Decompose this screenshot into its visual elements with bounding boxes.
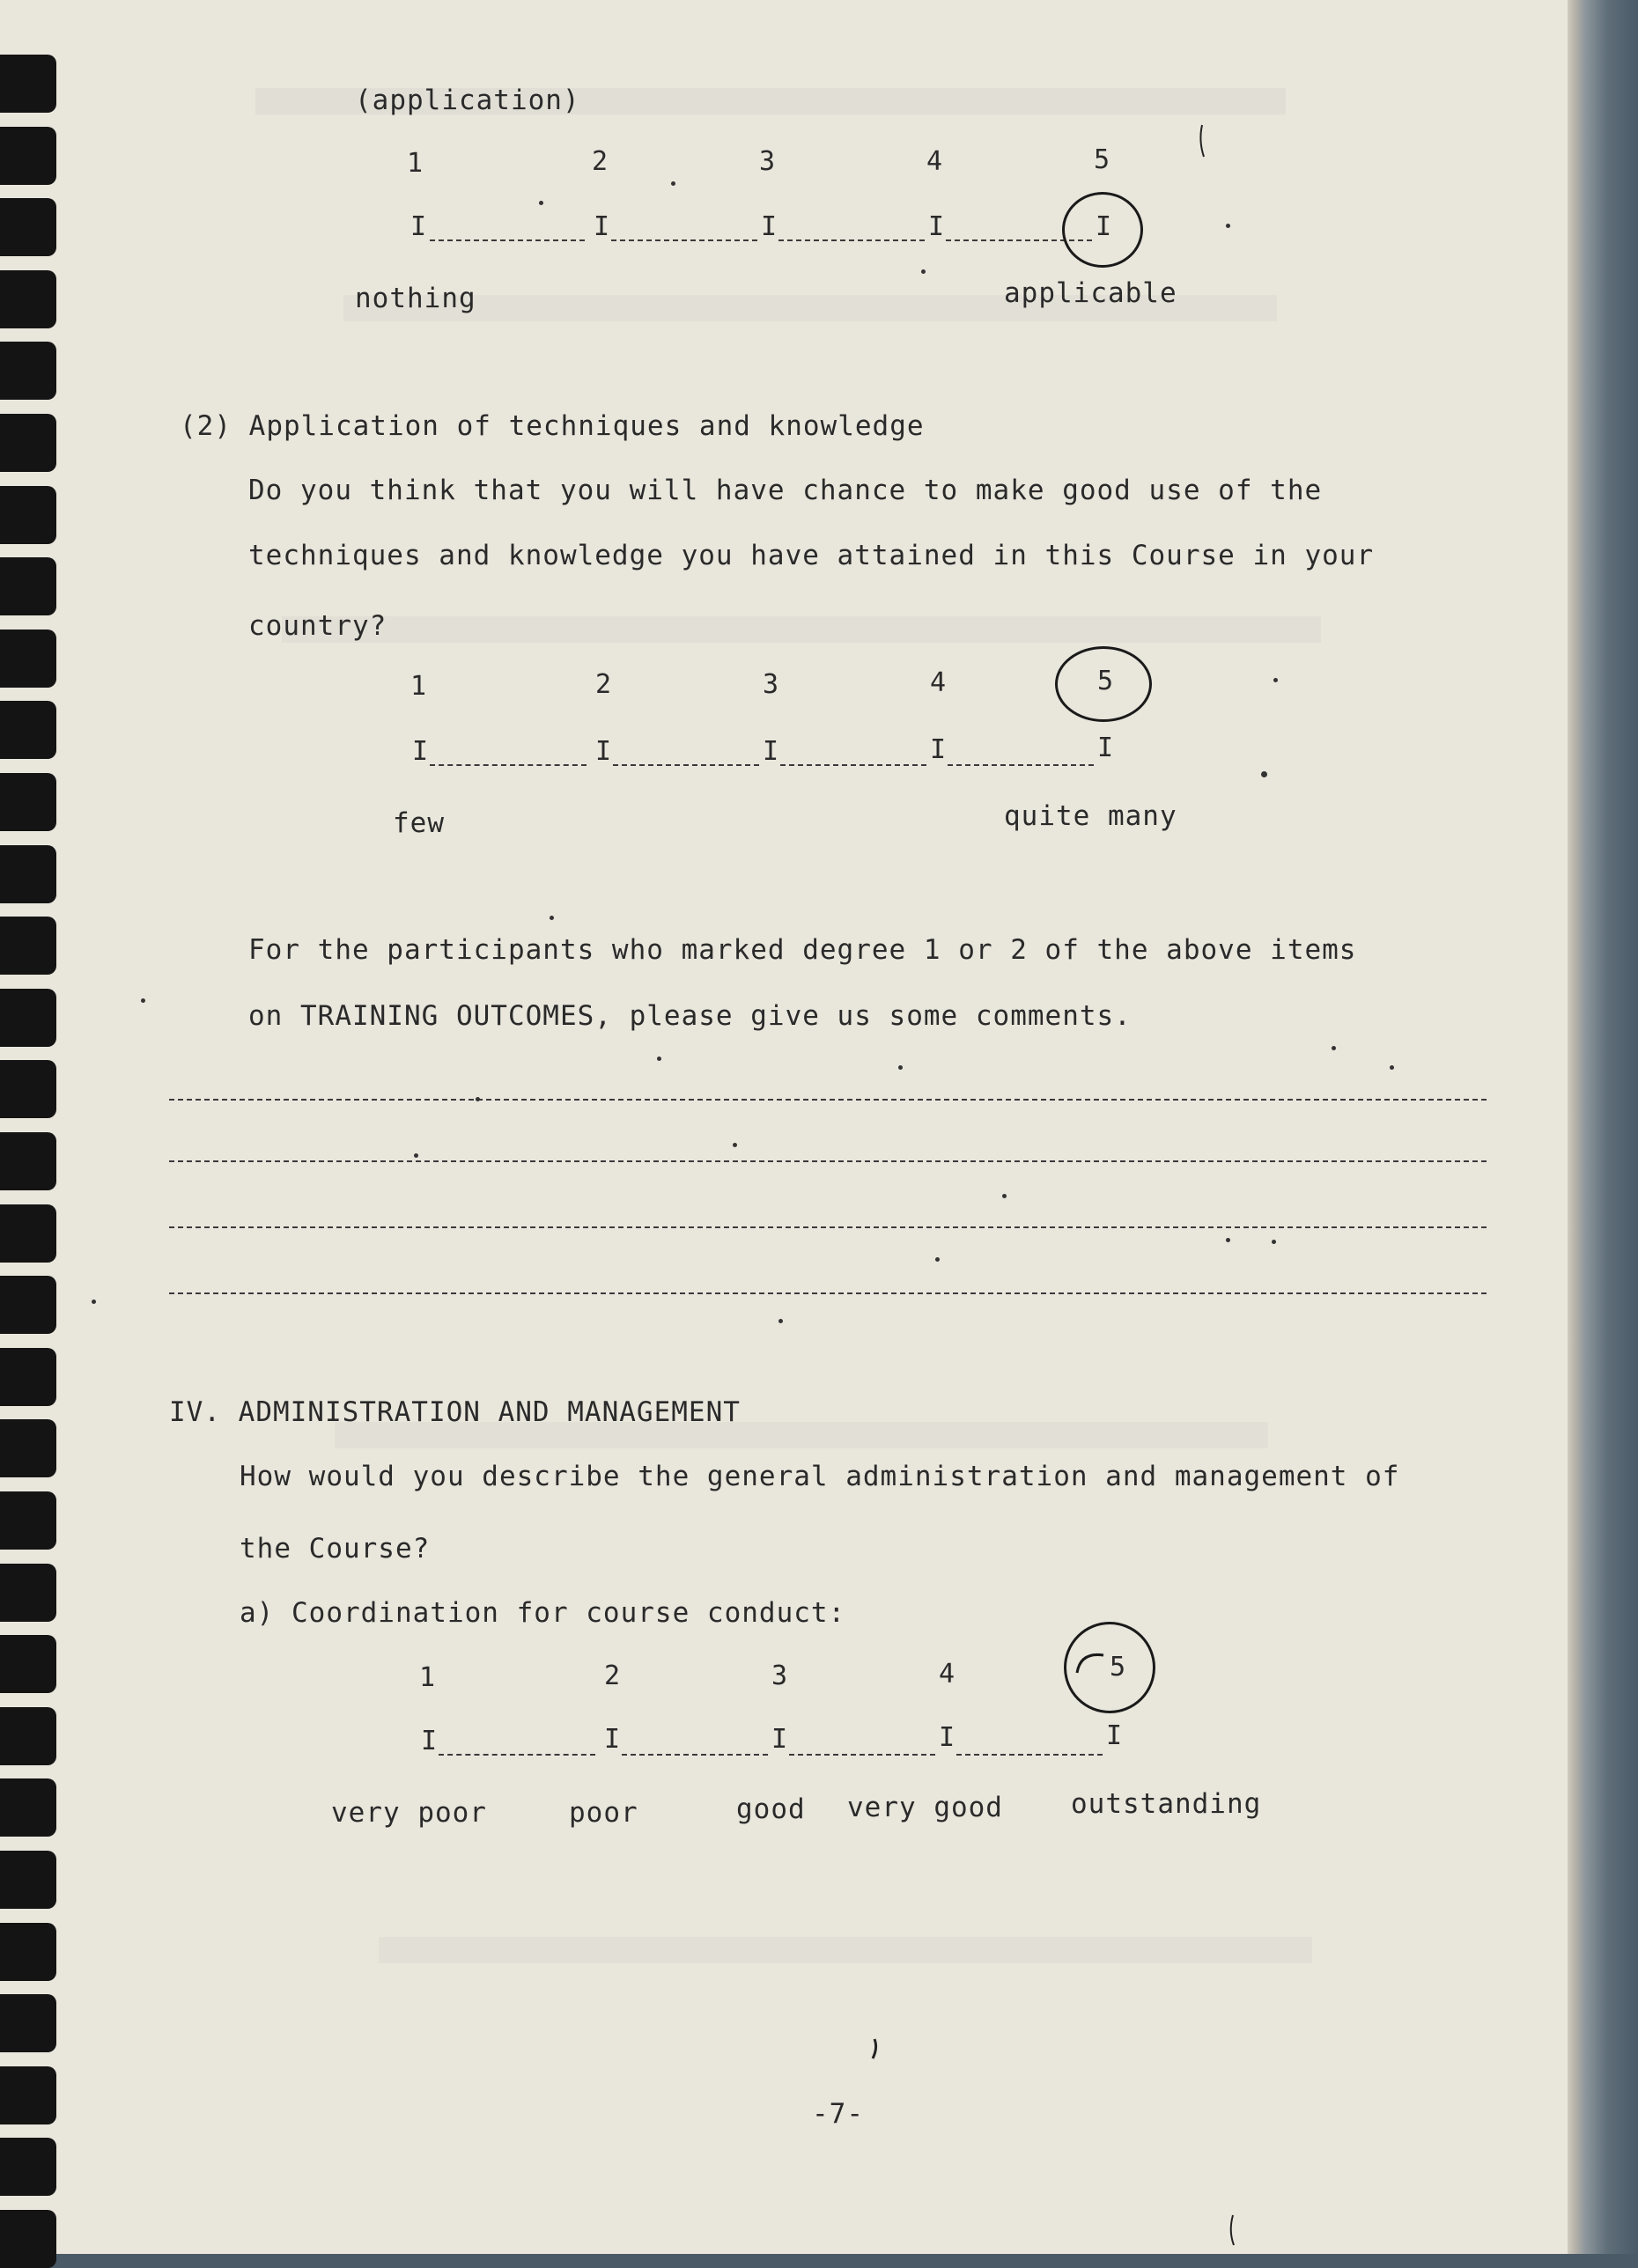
scale-number-1: 1 [407, 148, 424, 179]
selected-answer-circle[interactable] [1055, 646, 1152, 722]
binding-ring [0, 845, 56, 903]
scale-right-label: quite many [1004, 800, 1177, 832]
selected-answer-circle[interactable] [1064, 1622, 1155, 1713]
scale-tick-1: I [421, 1726, 438, 1756]
scale-segment [611, 239, 757, 241]
comment-line-1[interactable] [169, 1099, 1487, 1101]
scale-segment [430, 239, 585, 241]
scale-tick-2: I [604, 1724, 621, 1755]
scale-number-3: 3 [759, 146, 776, 177]
scale-label-good: good [736, 1793, 806, 1825]
scale-number-4: 4 [939, 1659, 956, 1690]
scale-number-5: 5 [1094, 144, 1110, 175]
binding-ring [0, 1564, 56, 1622]
scale-tick-5: I [1097, 733, 1114, 763]
scale-number-2: 2 [592, 146, 609, 177]
binding-ring [0, 55, 56, 113]
scale-label-outstanding: outstanding [1071, 1788, 1262, 1820]
scale-tick-3: I [763, 736, 779, 767]
section-4-line-1: How would you describe the general administration and management of [240, 1461, 1400, 1492]
scale-number-1: 1 [410, 671, 427, 702]
binding-ring [0, 2066, 56, 2124]
scale-tick-5: I [1106, 1720, 1123, 1751]
scale-label-very-good: very good [847, 1792, 1003, 1823]
comment-line-2[interactable] [169, 1160, 1487, 1162]
binding-ring [0, 1060, 56, 1118]
binding-ring [0, 2138, 56, 2196]
page-edge-shadow [1568, 0, 1638, 2254]
binding-ring [0, 557, 56, 615]
binding-ring [0, 1419, 56, 1477]
scale-tick-5: I [1096, 211, 1112, 242]
binding-ring [0, 127, 56, 185]
scale-segment [613, 764, 759, 766]
coordination-item-label: a) Coordination for course conduct: [240, 1597, 846, 1629]
scale-segment [439, 1754, 595, 1756]
section-4-line-2: the Course? [240, 1533, 431, 1565]
scale-number-3: 3 [763, 669, 779, 700]
scale-tick-1: I [412, 736, 429, 767]
question-2-heading: (2) Application of techniques and knowledge [180, 410, 925, 442]
scale-number-4: 4 [930, 667, 947, 698]
selected-answer-circle[interactable] [1062, 192, 1143, 268]
scale-right-label: applicable [1004, 277, 1177, 309]
spiral-binding [0, 0, 62, 2254]
comments-instruction-line-2: on TRAINING OUTCOMES, please give us some comments. [248, 1000, 1132, 1032]
section-4-heading: IV. ADMINISTRATION AND MANAGEMENT [169, 1396, 741, 1428]
binding-ring [0, 198, 56, 256]
binding-ring [0, 486, 56, 544]
scale-segment [956, 1754, 1103, 1756]
scale-tick-4: I [928, 211, 945, 242]
binding-ring [0, 773, 56, 831]
question-2-line-1: Do you think that you will have chance to make good use of the [248, 475, 1323, 506]
binding-ring [0, 1204, 56, 1263]
scale-label-very-poor: very poor [331, 1797, 487, 1829]
scale-tick-4: I [930, 734, 947, 765]
scale-left-label: few [393, 807, 445, 839]
binding-ring [0, 270, 56, 328]
binding-ring [0, 1994, 56, 2052]
binding-ring [0, 989, 56, 1047]
scale-number-3: 3 [771, 1660, 788, 1691]
binding-ring [0, 917, 56, 975]
binding-ring [0, 414, 56, 472]
question-2-line-3: country? [248, 610, 387, 642]
scale-left-label: nothing [355, 283, 476, 314]
page-number: -7- [812, 2098, 864, 2130]
binding-ring [0, 1923, 56, 1981]
scale-number-4: 4 [926, 146, 943, 177]
scale-segment [780, 764, 926, 766]
scale-tick-4: I [939, 1722, 956, 1753]
application-subheading: (application) [355, 85, 580, 116]
scale-label-poor: poor [569, 1797, 638, 1829]
scale-number-2: 2 [604, 1660, 621, 1691]
scale-number-5: 5 [1097, 666, 1114, 696]
scale-tick-3: I [761, 211, 778, 242]
comment-line-4[interactable] [169, 1292, 1487, 1294]
scale-segment [622, 1754, 768, 1756]
comments-instruction-line-1: For the participants who marked degree 1 or 2 of the above items [248, 934, 1357, 966]
scale-number-2: 2 [595, 669, 612, 700]
scale-segment [778, 239, 925, 241]
scale-tick-2: I [594, 211, 610, 242]
binding-ring [0, 1491, 56, 1550]
binding-ring [0, 342, 56, 400]
scale-number-5: 5 [1110, 1652, 1126, 1683]
binding-ring [0, 1851, 56, 1909]
scale-number-1: 1 [419, 1662, 436, 1693]
binding-ring [0, 630, 56, 688]
comment-line-3[interactable] [169, 1226, 1487, 1228]
binding-ring [0, 1276, 56, 1334]
binding-ring [0, 1132, 56, 1190]
binding-ring [0, 1348, 56, 1406]
binding-ring [0, 1635, 56, 1693]
scale-segment [430, 764, 587, 766]
scale-segment [789, 1754, 935, 1756]
scale-tick-2: I [595, 736, 612, 767]
scale-segment [948, 764, 1094, 766]
binding-ring [0, 2210, 56, 2268]
binding-ring [0, 1778, 56, 1837]
binding-ring [0, 701, 56, 759]
question-2-line-2: techniques and knowledge you have attained in this Course in your [248, 540, 1375, 571]
scale-tick-3: I [771, 1724, 788, 1755]
scale-tick-1: I [410, 211, 427, 242]
binding-ring [0, 1707, 56, 1765]
